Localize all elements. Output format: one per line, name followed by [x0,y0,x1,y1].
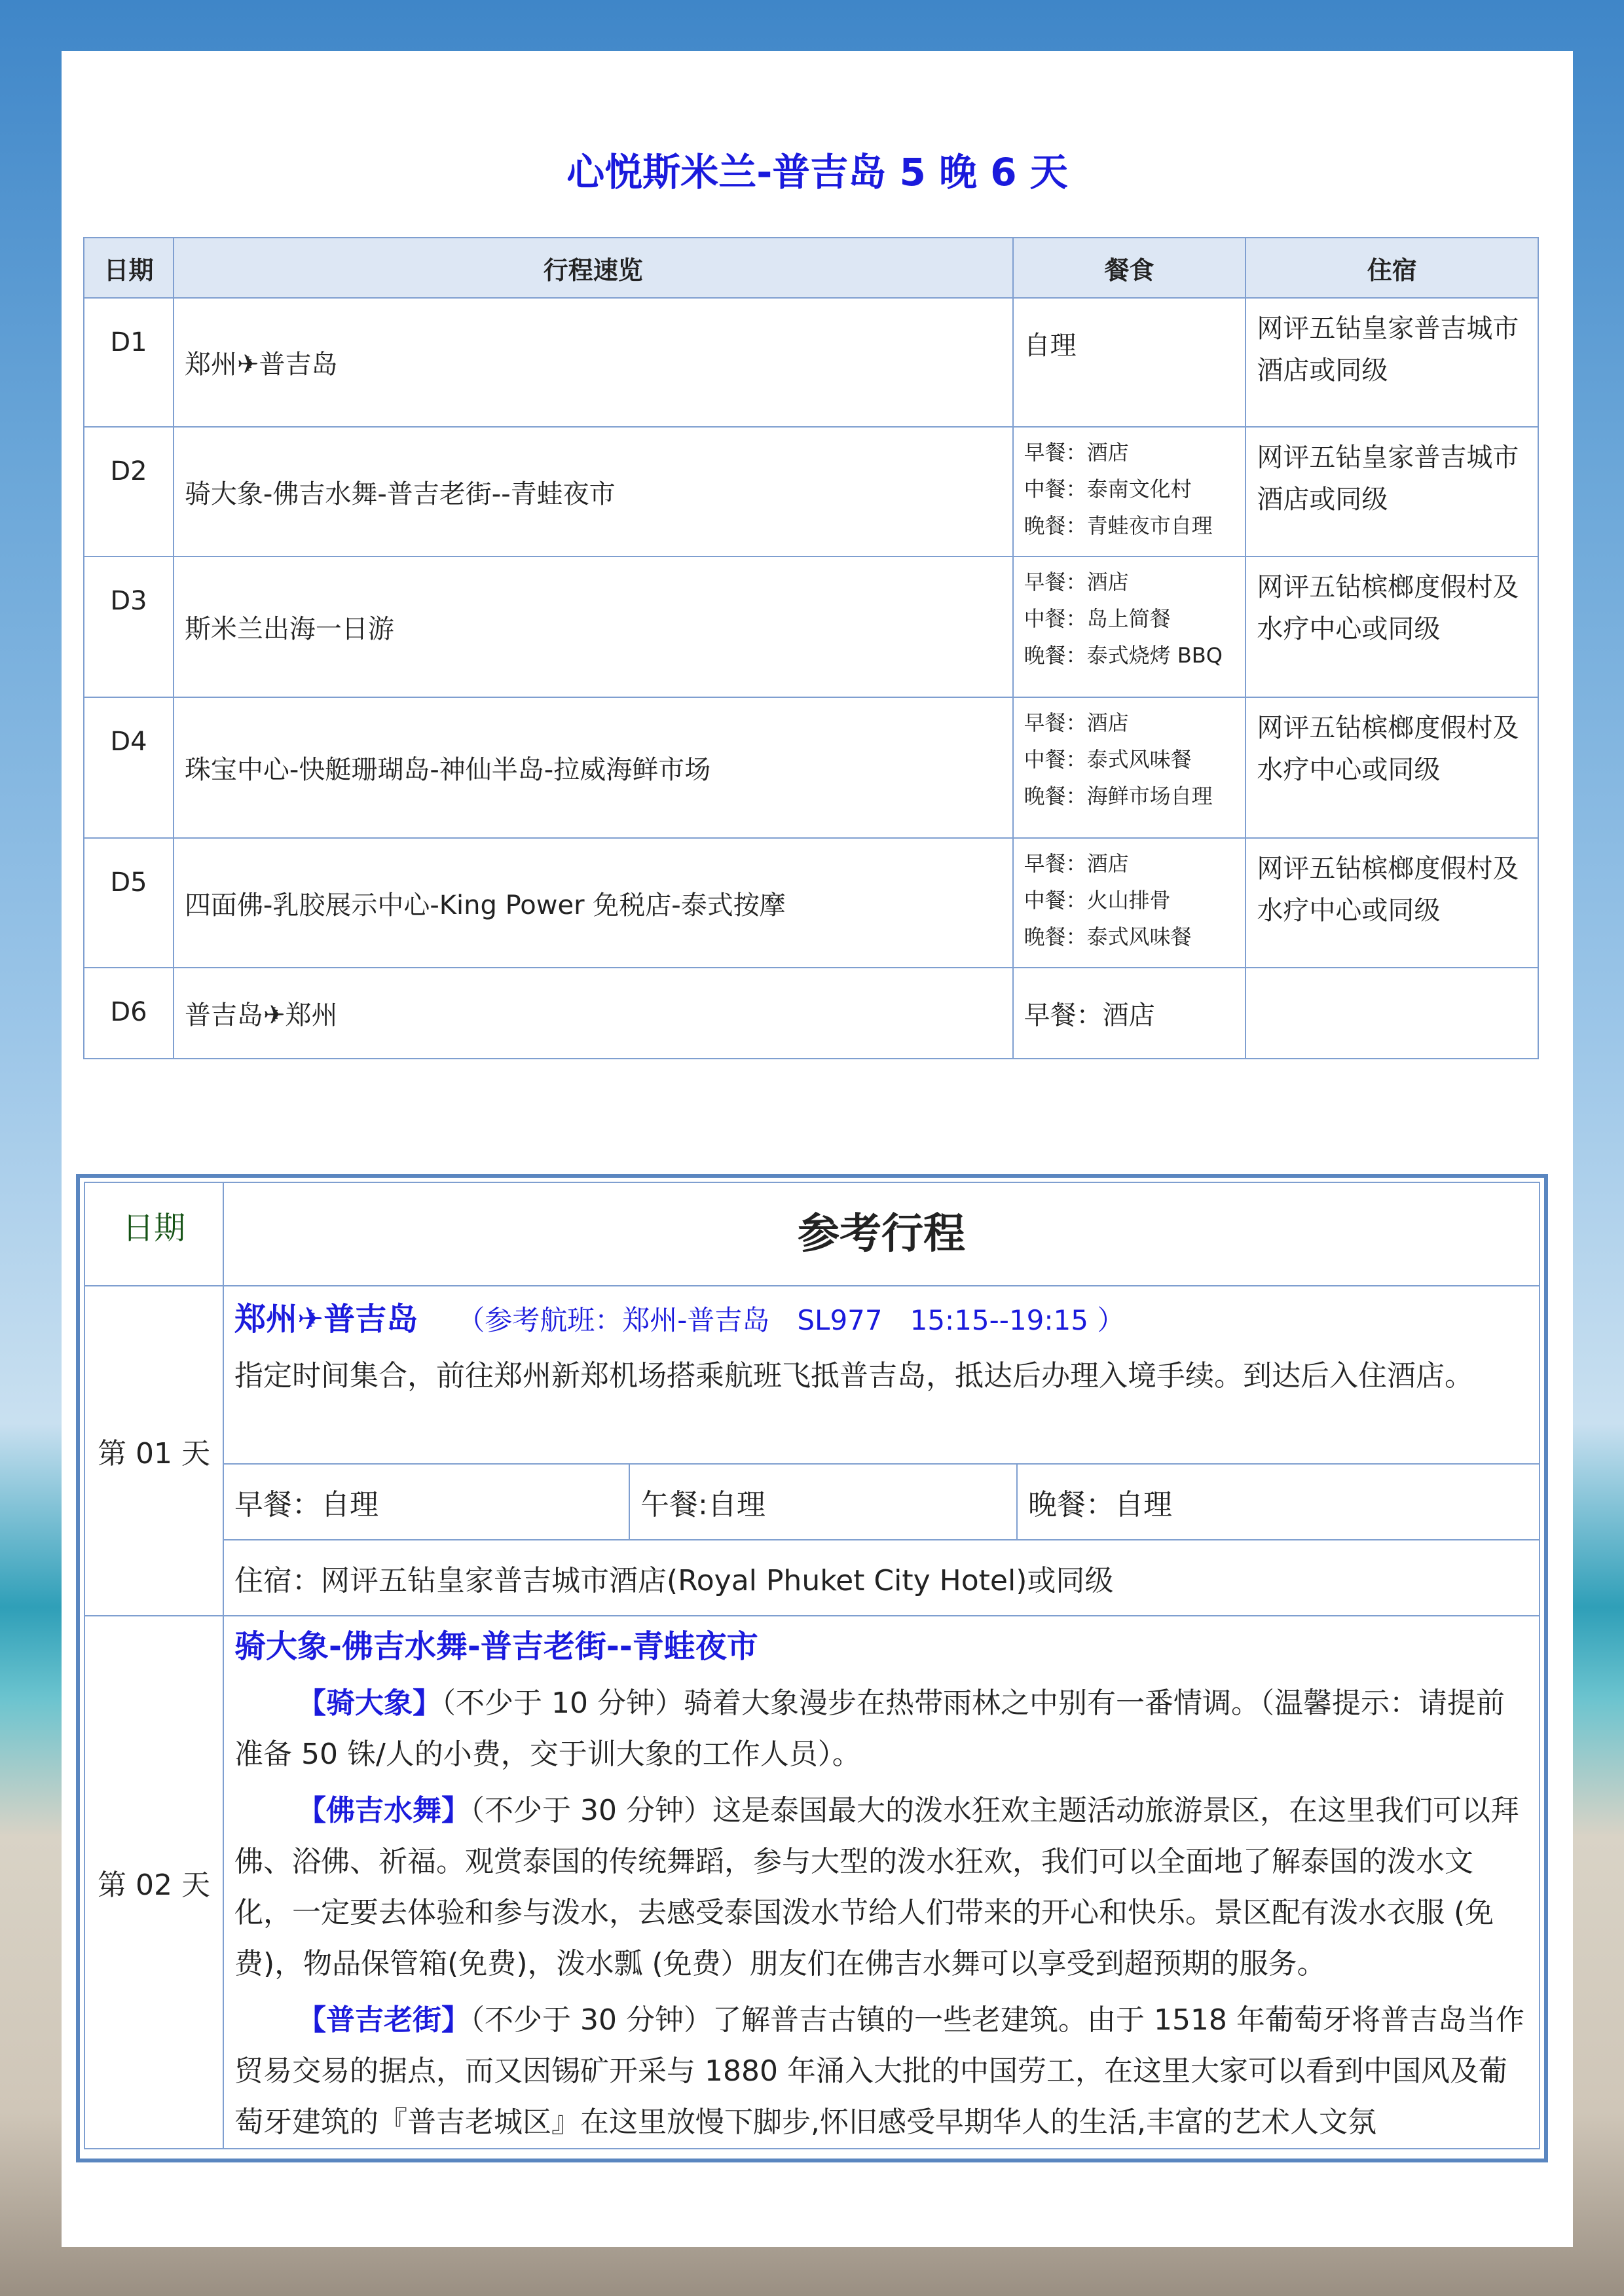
overview-hotel: 网评五钻皇家普吉城市酒店或同级 [1246,298,1538,427]
day2-attraction [234,1785,1528,1990]
attraction-text: （不少于 30 分钟）了解普吉古镇的一些老建筑。由于 1518 年葡萄牙将普吉岛当作贸易交易的据点，而又因锡矿开采与 1880 年涌入大批的中国劳工，在这里大家可以看到中国风及葡萄牙建筑的『普吉老城区』在这里放慢下脚步,怀旧感受早期华人的生活,丰富的艺术人文氛 [234,2003,1524,2139]
overview-hotel: 网评五钻槟榔度假村及水疗中心或同级 [1246,697,1538,838]
overview-meals [1013,838,1246,968]
meal-item: 晚餐：泰式风味餐 [1024,924,1192,949]
overview-route: 珠宝中心-快艇珊瑚岛-神仙半岛-拉威海鲜市场 [174,697,1013,838]
overview-hotel: 网评五钻槟榔度假村及水疗中心或同级 [1246,838,1538,968]
day2-title: 骑大象-佛吉水舞-普吉老街--青蛙夜市 [234,1628,758,1665]
day1-desc: 指定时间集合，前往郑州新郑机场搭乘航班飞抵普吉岛，抵达后办理入境手续。到达后入住酒店。 [234,1359,1473,1393]
meal-item: 中餐：岛上简餐 [1024,606,1171,631]
overview-row [84,838,1538,968]
overview-route: 普吉岛✈郑州 [174,968,1013,1059]
overview-route: 四面佛-乳胶展示中心-King Power 免税店-泰式按摩 [174,838,1013,968]
meal-item: 早餐：酒店 [1024,440,1129,465]
meal-item: 早餐：酒店 [1024,851,1129,876]
overview-day: D4 [84,697,174,838]
day2-label: 第 02 天 [84,1616,223,2149]
meal-item: 早餐：酒店 [1024,710,1129,735]
overview-day: D1 [84,298,174,427]
meal-item: 自理 [1024,331,1077,361]
overview-meals [1013,697,1246,838]
overview-meals [1013,298,1246,427]
detail-header-date: 日期 [84,1182,223,1286]
overview-header-row [84,238,1538,298]
meal-item: 早餐：酒店 [1024,570,1129,594]
overview-row [84,427,1538,556]
meal-item: 晚餐：青蛙夜市自理 [1024,513,1213,538]
overview-table [83,237,1539,1059]
day1-lunch: 午餐:自理 [629,1464,1017,1540]
meal-item: 中餐：泰式风味餐 [1024,747,1192,772]
overview-row [84,556,1538,697]
detail-header-title: 参考行程 [223,1182,1540,1286]
overview-hotel: 网评五钻槟榔度假村及水疗中心或同级 [1246,556,1538,697]
overview-meals [1013,556,1246,697]
header-meals: 餐食 [1013,238,1246,298]
overview-day: D6 [84,968,174,1059]
attraction-name: 【普吉老街】 [297,2003,470,2037]
meal-item: 晚餐：泰式烧烤 BBQ [1024,643,1223,668]
header-route: 行程速览 [174,238,1013,298]
meal-item: 早餐：酒店 [1024,1000,1155,1030]
day1-dinner: 晚餐：自理 [1017,1464,1540,1540]
overview-row [84,697,1538,838]
attraction-name: 【骑大象】 [297,1686,441,1720]
day2-attraction [234,1678,1528,1780]
overview-meals [1013,968,1246,1059]
overview-row [84,968,1538,1059]
meal-item: 晚餐：海鲜市场自理 [1024,784,1213,809]
overview-route: 骑大象-佛吉水舞-普吉老街--青蛙夜市 [174,427,1013,556]
day1-title: 郑州✈普吉岛 [234,1301,418,1338]
overview-day: D2 [84,427,174,556]
overview-day: D3 [84,556,174,697]
overview-route: 郑州✈普吉岛 [174,298,1013,427]
meal-item: 中餐：火山排骨 [1024,888,1171,913]
day1-label: 第 01 天 [84,1286,223,1616]
header-date: 日期 [84,238,174,298]
overview-route: 斯米兰出海一日游 [174,556,1013,697]
overview-meals [1013,427,1246,556]
overview-row [84,298,1538,427]
header-hotel: 住宿 [1246,238,1538,298]
attraction-name: 【佛吉水舞】 [297,1794,470,1827]
attraction-text: （不少于 30 分钟）这是泰国最大的泼水狂欢主题活动旅游景区，在这里我们可以拜佛、浴佛、祈福。观赏泰国的传统舞蹈，参与大型的泼水狂欢，我们可以全面地了解泰国的泼水文化，一定要去体验和参与泼水，去感受泰国泼水节给人们带来的开心和快乐。景区配有泼水衣服 (免费)，物品保管箱(免费)，泼水瓢 (免费）朋友们在佛吉水舞可以享受到超预期的服务。 [234,1794,1519,1980]
page-title: 心悦斯米兰-普吉岛 5 晚 6 天 [566,150,1068,194]
day2-attraction [234,1995,1528,2148]
overview-hotel: 网评五钻皇家普吉城市酒店或同级 [1246,427,1538,556]
detail-itinerary [76,1174,1548,2162]
overview-hotel [1246,968,1538,1059]
meal-item: 中餐：泰南文化村 [1024,477,1192,501]
attraction-text: （不少于 10 分钟）骑着大象漫步在热带雨林之中别有一番情调。（温馨提示：请提前准备 50 铢/人的小费，交于训大象的工作人员）。 [234,1686,1505,1771]
day1-hotel: 住宿：网评五钻皇家普吉城市酒店(Royal Phuket City Hotel)或同级 [223,1540,1540,1616]
day1-breakfast: 早餐：自理 [223,1464,629,1540]
overview-day: D5 [84,838,174,968]
day1-flight: （参考航班：郑州-普吉岛 SL977 15:15--19:15 ） [457,1304,1125,1336]
